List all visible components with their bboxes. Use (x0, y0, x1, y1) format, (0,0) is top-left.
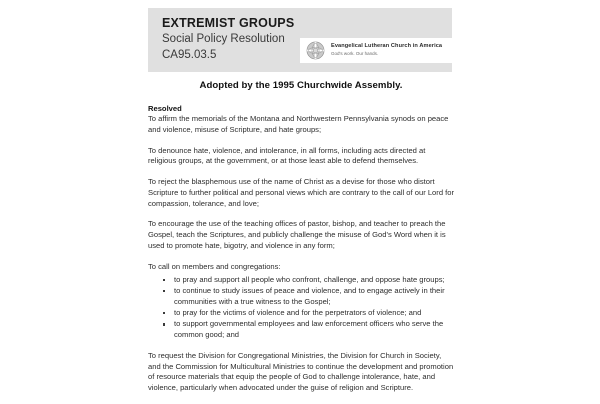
square-bullet-icon (163, 312, 165, 314)
list-item (163, 319, 454, 341)
resolution-paragraph: To reject the blasphemous use of the name of Christ as a devise for those who distort Scripture to further political and personal views which are contrary to the call of our Lord for compassion, tolerance, and love; (148, 177, 455, 208)
square-bullet-icon (163, 290, 165, 292)
document-title: EXTREMIST GROUPS (162, 16, 295, 30)
list-item-text: to pray and support all people who confront, challenge, and oppose hate groups; (174, 274, 445, 284)
resolution-paragraph: To encourage the use of the teaching offices of pastor, bishop, and teacher to preach the Gospel, teach the Scriptures, and publicly challenge the misuse of God's Word when it is used to promote hate, bigotry, and violence in any form; (148, 219, 446, 251)
document-reference-code: CA95.03.5 (162, 49, 217, 61)
square-bullet-icon (163, 323, 165, 325)
list-item-text: to continue to study issues of peace and violence, and to engage actively in their communities with a true witness to the Gospel; (174, 285, 445, 306)
organization-logo-lockup (300, 38, 460, 63)
list-item (163, 275, 454, 286)
square-bullet-icon (163, 279, 165, 281)
list-item-text: to support governmental employees and law enforcement officers who serve the common good; and (174, 319, 444, 339)
document-subtitle: Social Policy Resolution (162, 33, 285, 45)
closing-paragraph: To request the Division for Congregational Ministries, the Division for Church in Society, and the Commission for Multicultural Ministries to continue the development and promotion of resource materials that equip the people of God to challenge intolerance, hate, and violence, particularly when advocated under the guise of religion and Scripture. (148, 350, 454, 393)
document-header-banner (148, 8, 452, 72)
resolved-heading: Resolved (148, 104, 182, 113)
elca-cross-globe-emblem (306, 41, 325, 60)
list-item (163, 286, 454, 308)
organization-tagline: God's work. Our hands. (331, 50, 379, 56)
document-body (148, 80, 454, 404)
organization-name: Evangelical Lutheran Church in America (331, 43, 443, 50)
resolution-bullet-list (148, 275, 454, 341)
list-item (163, 308, 454, 319)
resolution-paragraph: To denounce hate, violence, and intolerance, in all forms, including acts directed at religious groups, at the government, or at those least able to defend themselves. (148, 145, 426, 166)
resolution-paragraph: To call on members and congregations: (148, 261, 281, 271)
list-item-text: to pray for the victims of violence and for the perpetrators of violence; and (174, 307, 422, 317)
resolution-paragraph: To affirm the memorials of the Montana and Northwestern Pennsylvania synods on peace and violence, misuse of Scripture, and hate groups; (148, 114, 449, 134)
adoption-statement: Adopted by the 1995 Churchwide Assembly. (199, 80, 403, 91)
